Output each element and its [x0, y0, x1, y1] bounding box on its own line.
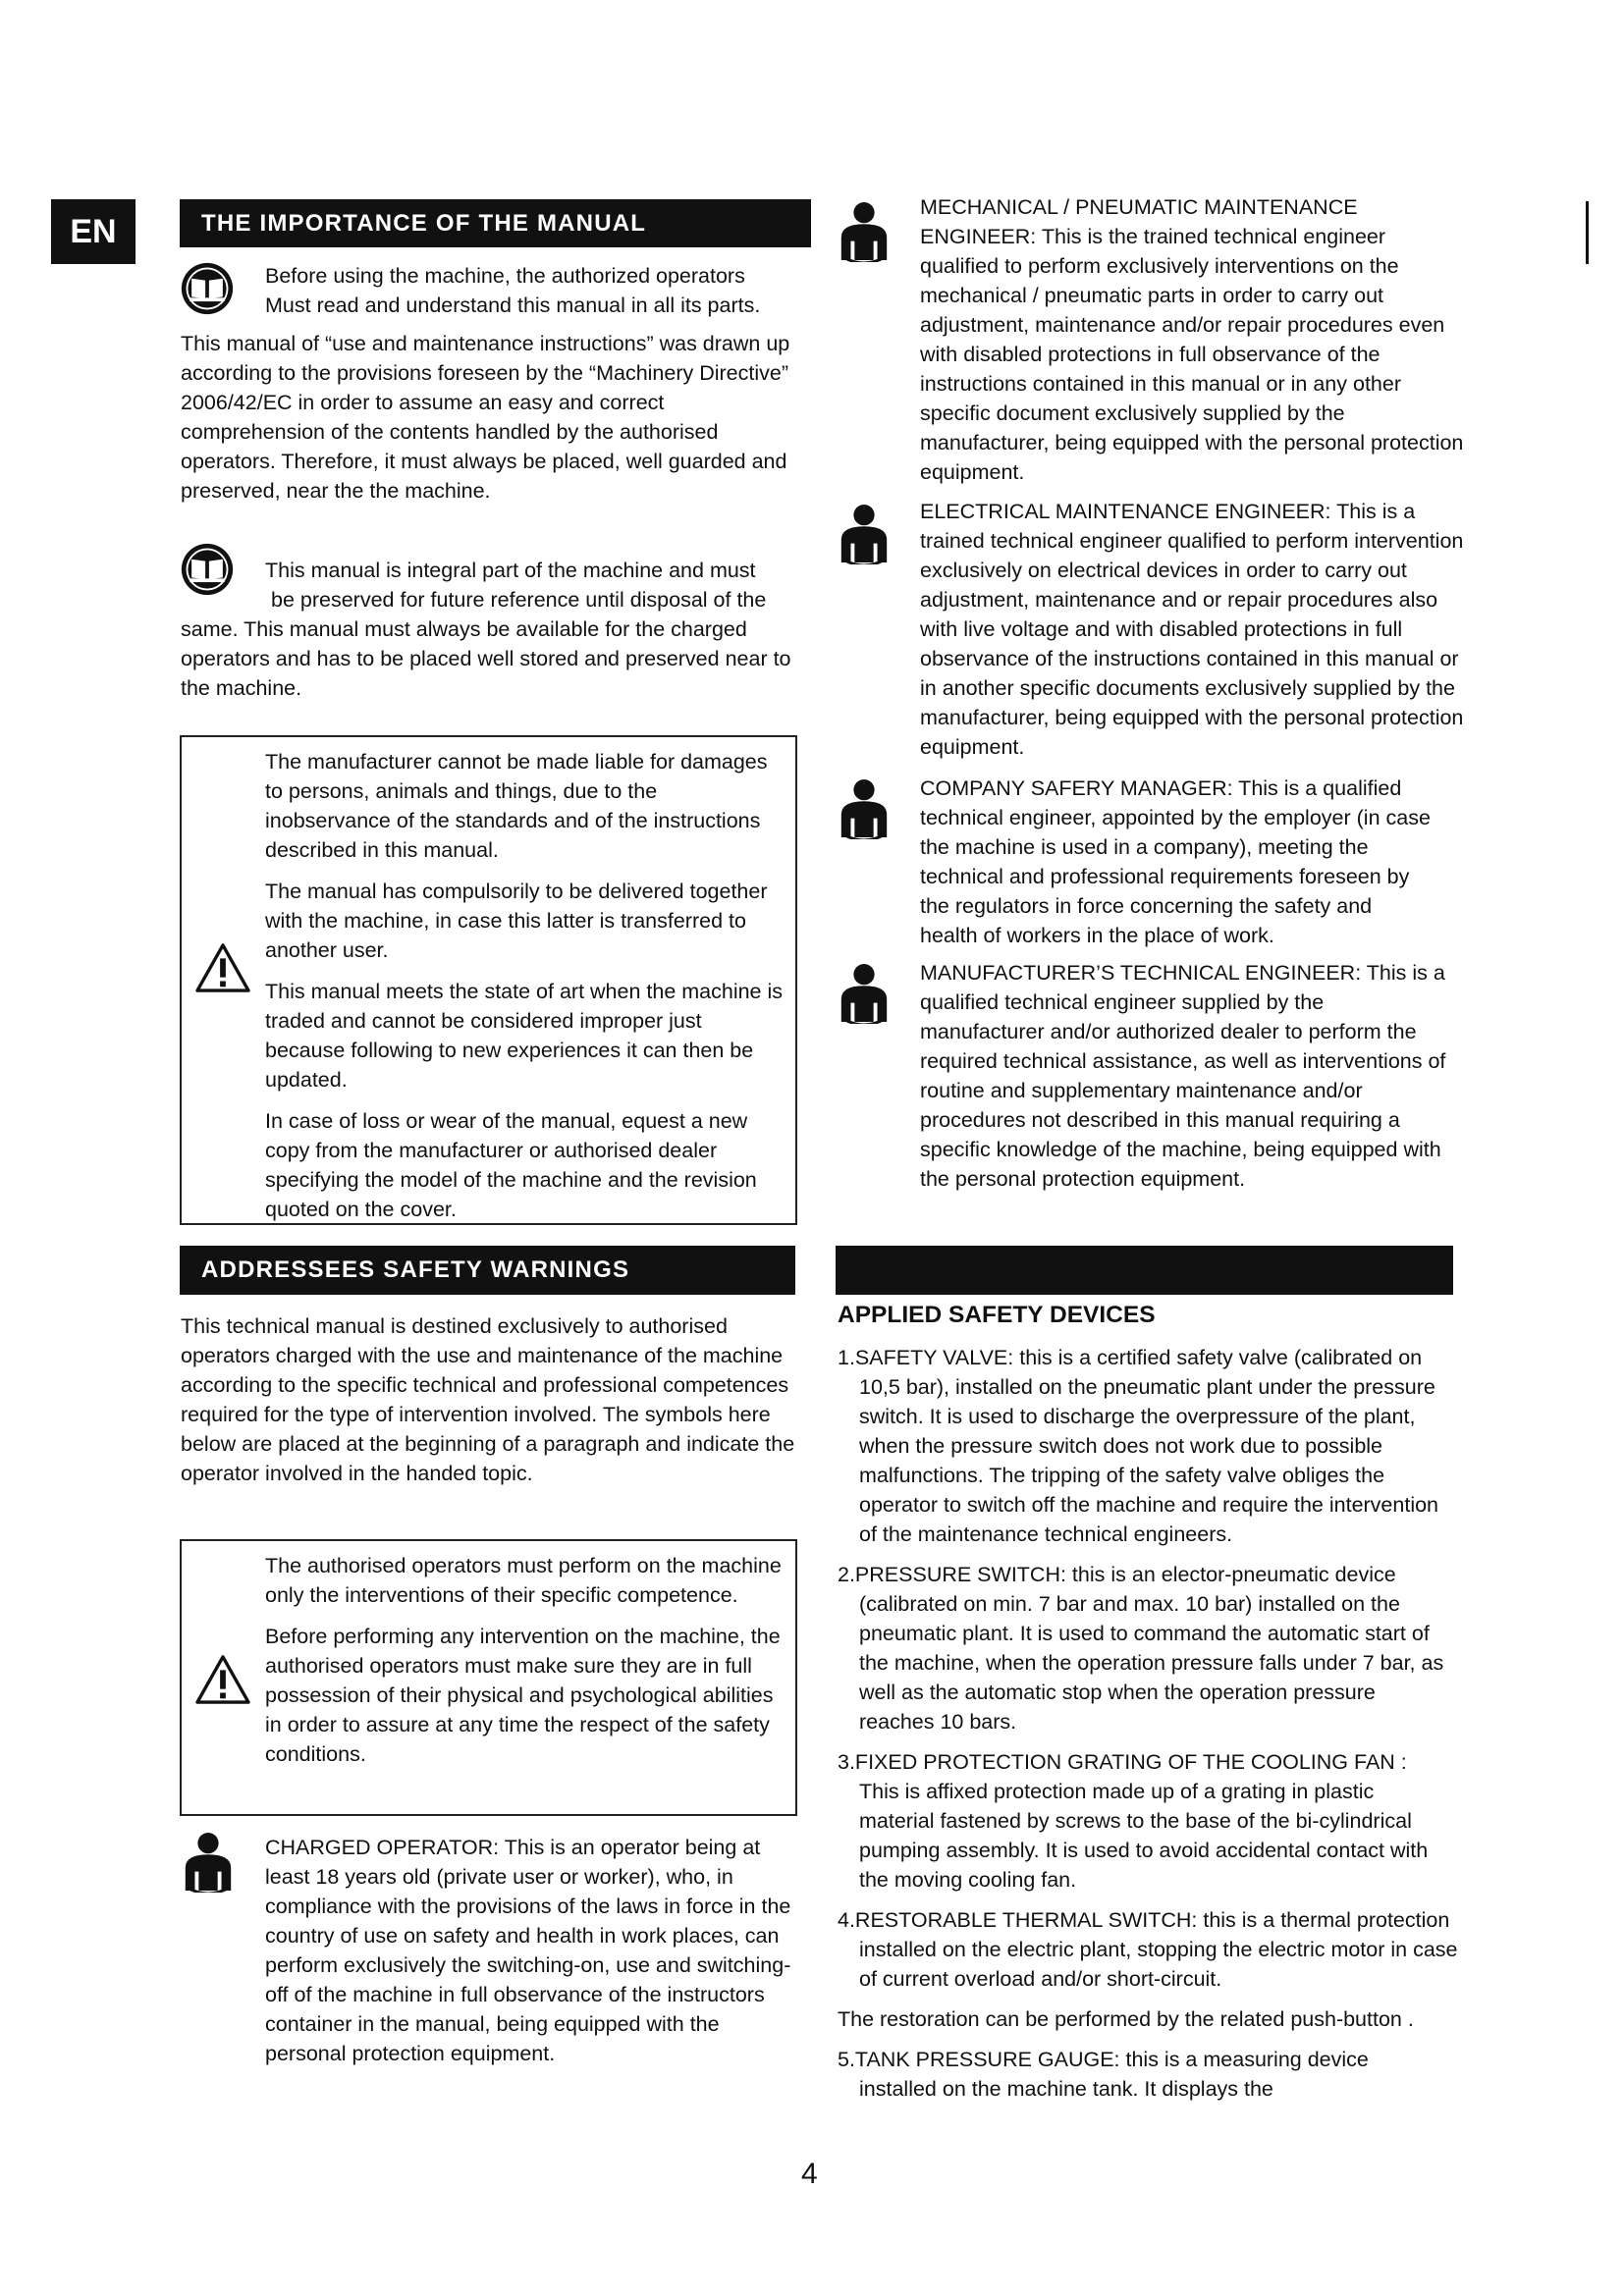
warning-paragraph: In case of loss or wear of the manual, equest a new copy from the manufacturer or authorised dealer specifying the model of the machine and the revision quoted on the cover. — [265, 1109, 757, 1221]
electrical-engineer-icon — [836, 504, 893, 564]
book-note-2-line-2: be preserved for future reference until disposal of the — [271, 588, 767, 612]
safety-device-item: 5.TANK PRESSURE GAUGE: this is a measuring device installed on the machine tank. It displays the — [838, 2048, 1369, 2101]
importance-title: THE IMPORTANCE OF THE MANUAL — [201, 209, 647, 237]
safety-device-item: 2.PRESSURE SWITCH: this is an elector-pneumatic device (calibrated on min. 7 bar and max. 10 bar) installed on the pneumatic plant. It is used to command the automatic start of the machine, when the operation pressure falls under 7 bar, as well as the automatic stop when the operation pressure reaches 10 bars. — [838, 1563, 1444, 1734]
importance-paragraph: This manual of “use and maintenance instructions” was drawn up according to the provisions foreseen by the “Machinery Directive” 2006/42/EC in order to assume an easy and correct comprehension of the contents handled by the authorised operators. Therefore, it must always be placed, well guarded and preserved, near the the machine. — [181, 332, 790, 503]
warning-icon — [194, 942, 251, 993]
addressees-title: ADDRESSEES SAFETY WARNINGS — [201, 1256, 630, 1283]
safety-manager-text: COMPANY SAFERY MANAGER: This is a qualified technical engineer, appointed by the employer (in case the machine is used in a company), meeting the technical and professional requirements foreseen by the regulators in force concerning the safety and health of workers in the place of work. — [920, 776, 1431, 947]
mechanical-engineer-icon — [836, 201, 893, 262]
manufacturer-engineer-text: MANUFACTURER’S TECHNICAL ENGINEER: This is a qualified technical engineer supplied by the manufacturer and/or authorized dealer to perform the required technical assistance, as well as interventions of routine and supplementary maintenance and/or procedures not described in this manual requiring a specific knowledge of the machine, being equipped with the personal protection equipment. — [920, 961, 1446, 1191]
warning-paragraph: Before performing any intervention on the machine, the authorised operators must make sure they are in full possession of their physical and psychological abilities in order to assure at any time the respect of the safety conditions. — [265, 1625, 781, 1766]
page-number: 4 — [801, 2158, 818, 2190]
book-note-1 — [265, 261, 815, 320]
book-icon — [180, 542, 235, 597]
mechanical-engineer-text: MECHANICAL / PNEUMATIC MAINTENANCE ENGINEER: This is the trained technical engineer qualified to perform exclusively interventions on the mechanical / pneumatic parts in order to carry out adjustment, maintenance and/or repair procedures even with disabled protections in full observance of the instructions contained in this manual or in any other specific document exclusively supplied by the manufacturer, being equipped with the personal protection equipment. — [920, 195, 1464, 484]
book-note-1-line-2: Must read and understand this manual in all its parts. — [265, 294, 761, 317]
addressees-section-header — [180, 1246, 795, 1295]
margin-rule — [1586, 201, 1589, 264]
safety-device-item: 4.RESTORABLE THERMAL SWITCH: this is a thermal protection installed on the electric plant, stopping the electric motor in case of current overload and/or short-circuit. — [838, 1908, 1458, 1991]
book-note-2 — [265, 556, 815, 614]
book-note-2-continuation: same. This manual must always be available for the charged operators and has to be placed well stored and preserved near to the machine. — [181, 617, 791, 700]
operators-warning-text — [265, 1551, 784, 1769]
safety-device-item: 1.SAFETY VALVE: this is a certified safety valve (calibrated on 10,5 bar), installed on the pneumatic plant under the pressure switch. It is used to discharge the overpressure of the plant, when the pressure switch does not work due to possible malfunctions. The tripping of the safety valve obliges the operator to switch off the machine and require the intervention of the maintenance technical engineers. — [838, 1346, 1439, 1546]
addressees-paragraph: This technical manual is destined exclusively to authorised operators charged with the use and maintenance of the machine according to the specific technical and professional competences required for the type of intervention involved. The symbols here below are placed at the beginning of a paragraph and indicate the operator involved in the handed topic. — [181, 1314, 795, 1485]
restoration-note: The restoration can be performed by the related push-button . — [838, 2007, 1414, 2031]
warning-icon — [194, 1654, 251, 1705]
electrical-engineer-text: ELECTRICAL MAINTENANCE ENGINEER: This is a trained technical engineer qualified to perform intervention exclusively on electrical devices in order to carry out adjustment, maintenance and or repair procedures also with live voltage and with disabled protections in full observance of the instructions contained in this manual or in another specific documents exclusively supplied by the manufacturer, being equipped with the personal protection equipment. — [920, 500, 1464, 759]
importance-section-header — [180, 199, 811, 247]
warning-paragraph: The manual has compulsorily to be delivered together with the machine, in case this latter is transferred to another user. — [265, 880, 768, 962]
manufacturer-engineer-icon — [836, 963, 893, 1024]
warning-paragraph: The authorised operators must perform on the machine only the interventions of their specific competence. — [265, 1554, 782, 1607]
safety-manager-icon — [836, 778, 893, 839]
manufacturer-warning-text — [265, 747, 784, 1224]
book-icon — [180, 261, 235, 316]
operators-warning-box — [180, 1539, 797, 1816]
book-note-1-line-1: Before using the machine, the authorized operators — [265, 264, 745, 288]
warning-paragraph: This manual meets the state of art when the machine is traded and cannot be considered improper just because following to new experiences it can then be updated. — [265, 980, 784, 1092]
applied-safety-devices-heading: APPLIED SAFETY DEVICES — [838, 1302, 1156, 1328]
charged-operator-icon — [180, 1832, 237, 1893]
book-note-2-line-1: This manual is integral part of the machine and must — [265, 559, 756, 582]
charged-operator-text: CHARGED OPERATOR: This is an operator being at least 18 years old (private user or worker), who, in compliance with the provisions of the laws in force in the country of use on safety and health in work places, can perform exclusively the switching-on, use and switching-off of the machine in full observance of the instructors container in the manual, being equipped with the personal protection equipment. — [265, 1836, 791, 2065]
warning-paragraph: The manufacturer cannot be made liable for damages to persons, animals and things, due to the inobservance of the standards and of the instructions described in this manual. — [265, 750, 768, 862]
safety-device-item: 3.FIXED PROTECTION GRATING OF THE COOLING FAN : This is affixed protection made up of a grating in plastic material fastened by screws to the base of the bi-cylindrical pumping assembly. It is used to avoid accidental contact with the moving cooling fan. — [838, 1750, 1429, 1892]
safety-devices-section-header — [836, 1246, 1453, 1295]
manufacturer-warning-box — [180, 735, 797, 1225]
language-badge: EN — [51, 199, 135, 264]
